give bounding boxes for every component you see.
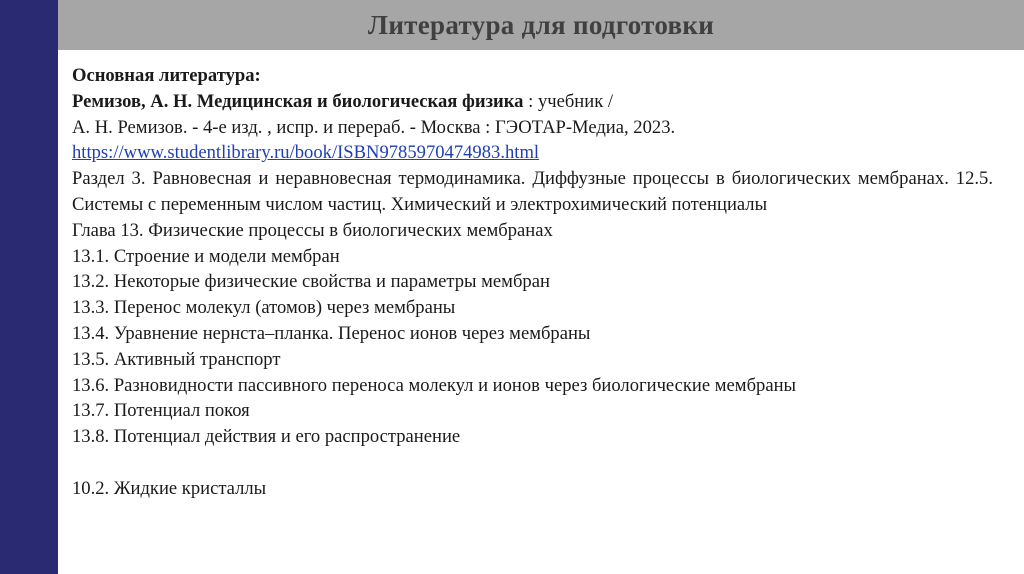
- section-paragraph: Раздел 3. Равновесная и неравновесная термодинамика. Диффузные процессы в биологических мембранах. 12.5. Системы с переменным числом частиц. Химический и электрохимический потенциалы: [72, 168, 993, 215]
- side-accent-bar: [0, 0, 58, 574]
- book-title-bold: Ремизов, А. Н. Медицинская и биологическая физика: [72, 90, 524, 112]
- list-item: 13.4. Уравнение нернста–планка. Перенос ионов через мембраны: [72, 322, 591, 344]
- book-title-rest: : учебник /: [523, 90, 614, 112]
- book-url-link[interactable]: https://www.studentlibrary.ru/book/ISBN9785970474983.html: [72, 142, 540, 164]
- list-item: 13.2. Некоторые физические свойства и параметры мембран: [72, 271, 550, 293]
- list-item: 13.1. Строение и модели мембран: [72, 245, 340, 267]
- list-item: 13.6. Разновидности пассивного переноса молекул и ионов через биологические мембраны: [72, 374, 797, 396]
- chapter-title: Глава 13. Физические процессы в биологических мембранах: [72, 219, 553, 241]
- list-item: 13.7. Потенциал покоя: [72, 400, 250, 422]
- extra-list-item: 10.2. Жидкие кристаллы: [72, 477, 267, 499]
- list-item: 13.5. Активный транспорт: [72, 348, 281, 370]
- slide-title: Литература для подготовки: [367, 9, 715, 40]
- spacer: [72, 450, 993, 476]
- list-item: 13.3. Перенос молекул (атомов) через мембраны: [72, 297, 456, 319]
- book-details: А. Н. Ремизов. - 4-е изд. , испр. и перераб. - Москва : ГЭОТАР-Медиа, 2023.: [72, 116, 676, 138]
- content-body: [72, 63, 993, 502]
- list-item: 13.8. Потенциал действия и его распространение: [72, 426, 461, 448]
- book-title-line: [72, 89, 993, 115]
- literature-heading: Основная литература:: [72, 65, 261, 86]
- title-bar: [58, 0, 1024, 50]
